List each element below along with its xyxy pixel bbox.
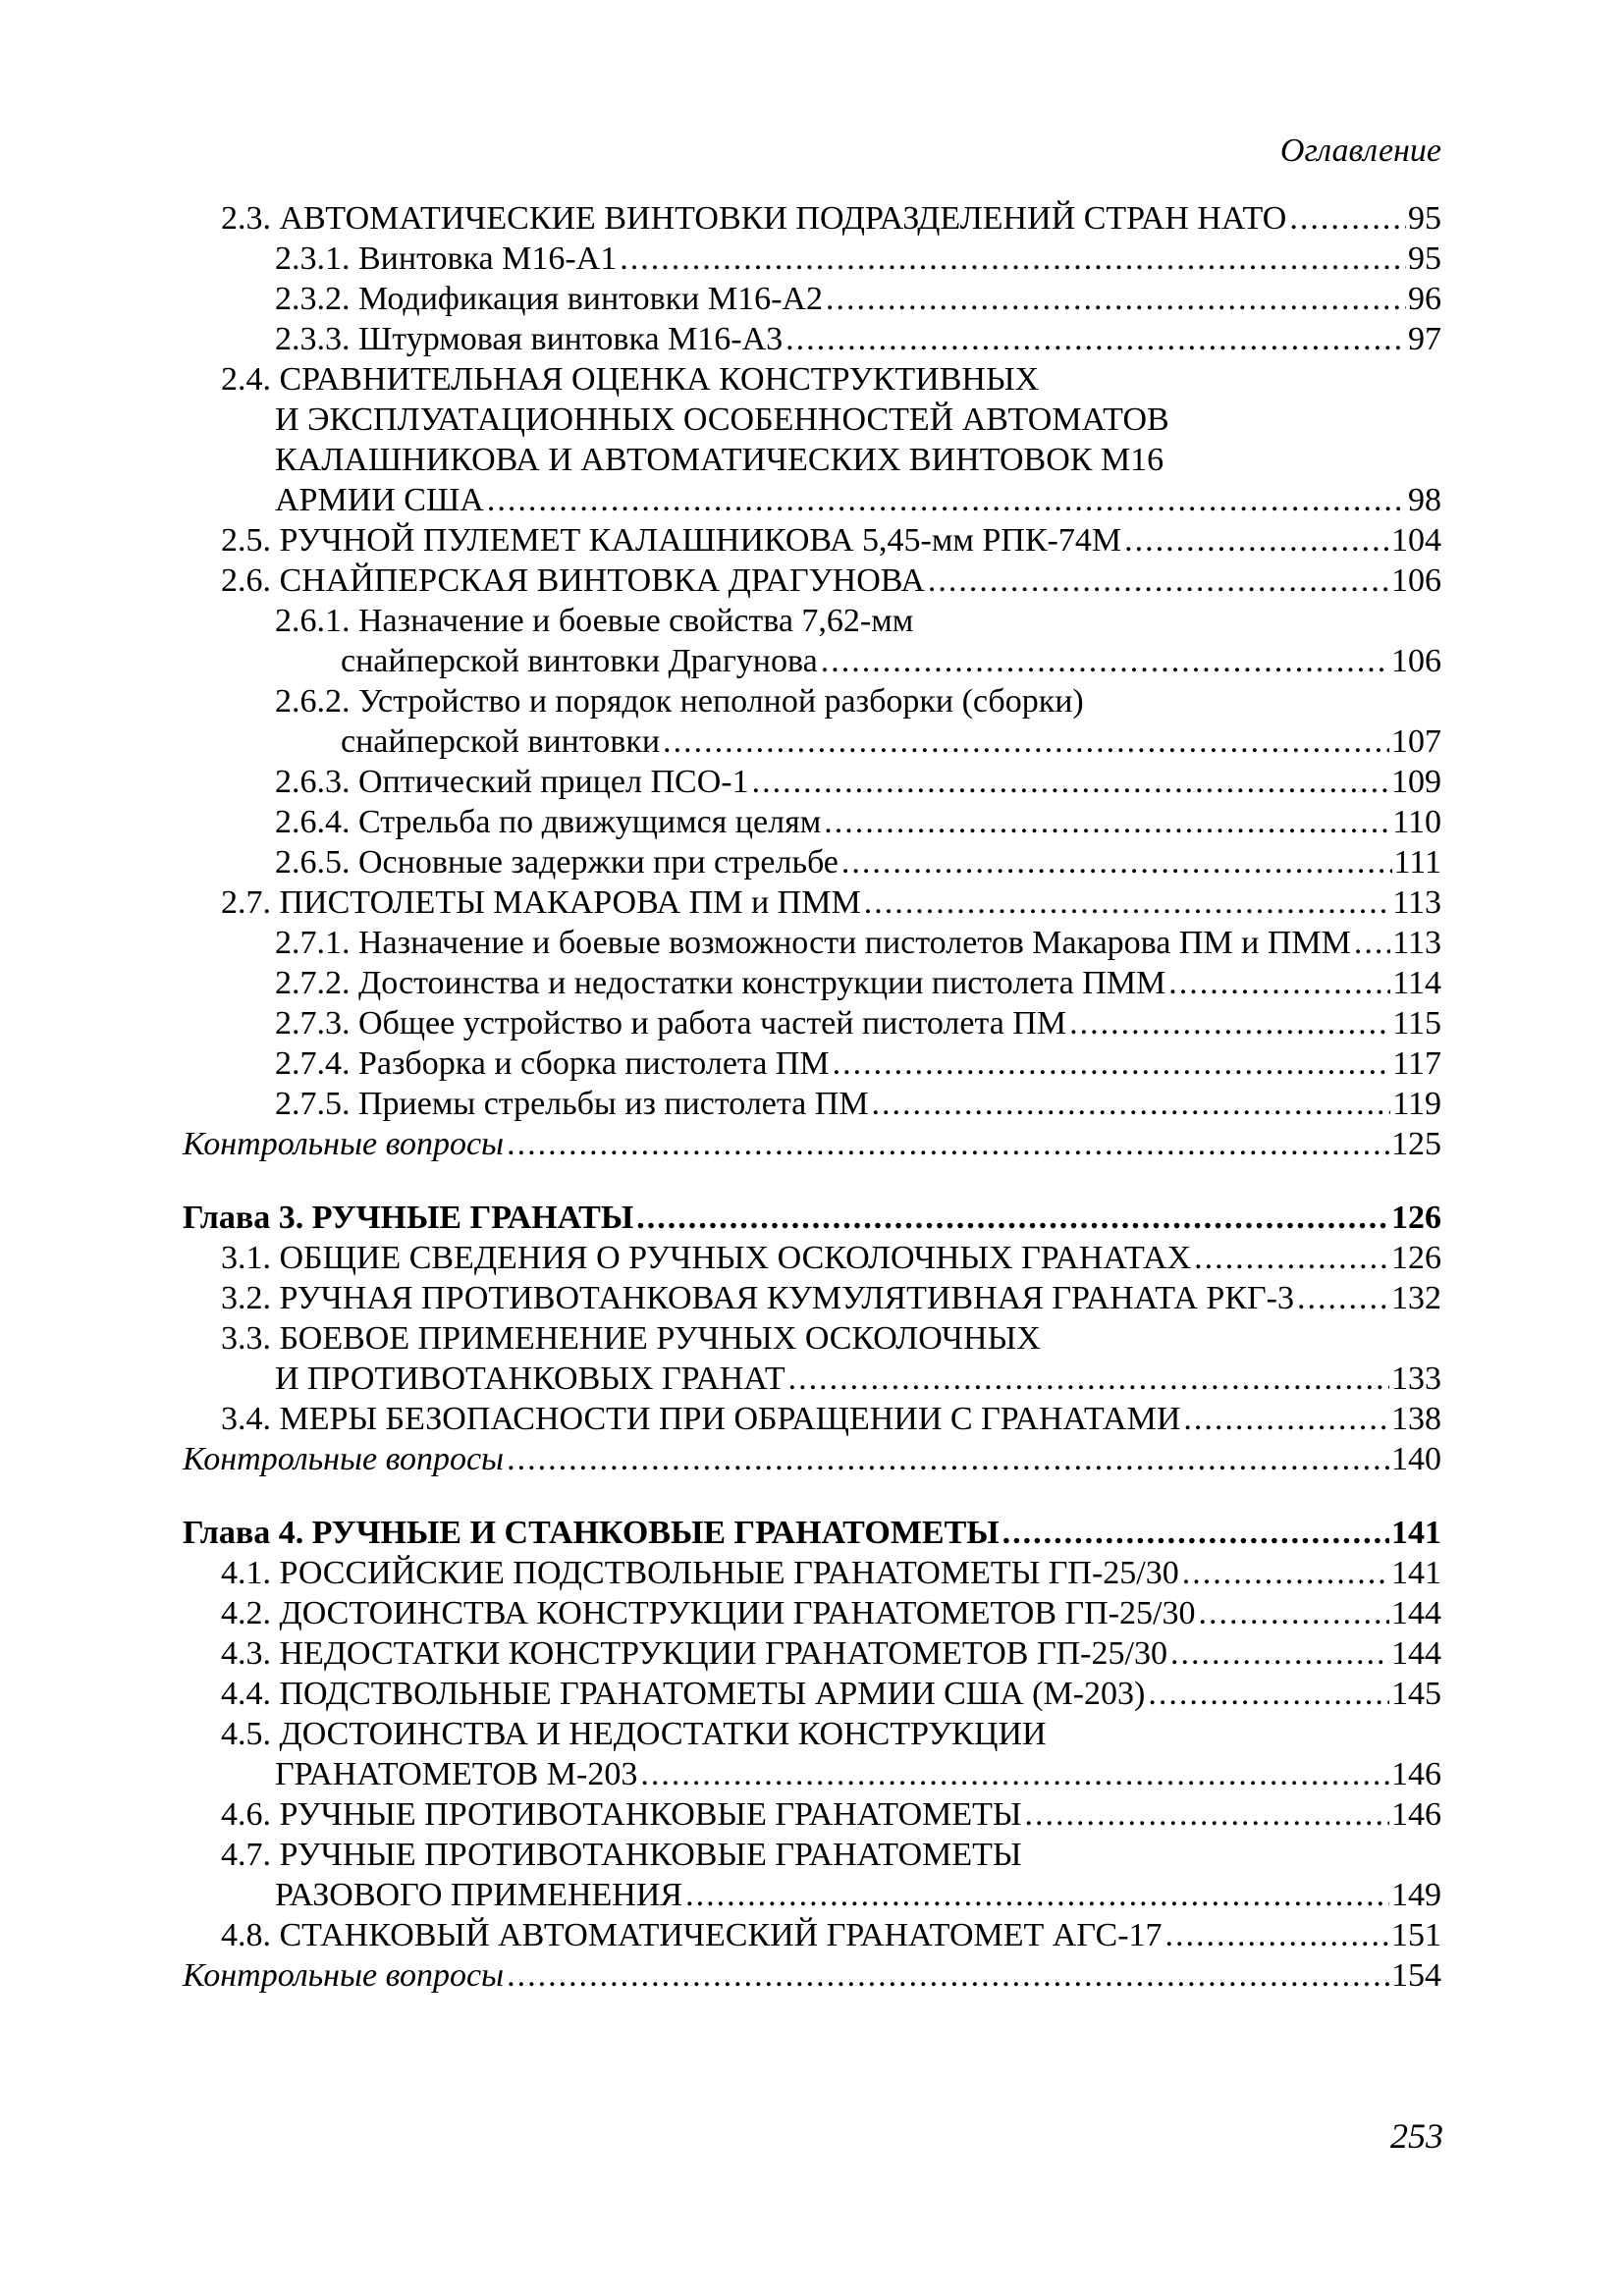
toc-entry-title: 4.6. РУЧНЫЕ ПРОТИВОТАНКОВЫЕ ГРАНАТОМЕТЫ xyxy=(221,1796,1022,1833)
dot-leader xyxy=(1002,1513,1389,1553)
toc-entry-title: 2.5. РУЧНОЙ ПУЛЕМЕТ КАЛАШНИКОВА 5,45-мм РПК-74М xyxy=(221,522,1122,559)
toc-entry-title: АРМИИ США xyxy=(275,482,484,518)
dot-leader xyxy=(507,1124,1389,1164)
toc-entry-title: снайперской винтовки Драгунова xyxy=(341,643,818,679)
dot-leader xyxy=(826,279,1406,319)
dot-leader xyxy=(1168,963,1390,1003)
toc-entry xyxy=(183,1754,1441,1794)
toc-entry xyxy=(183,1084,1441,1124)
toc-entry xyxy=(183,1553,1441,1593)
toc-entry-title: 4.4. ПОДСТВОЛЬНЫЕ ГРАНАТОМЕТЫ АРМИИ США (М-203) xyxy=(221,1676,1146,1712)
toc-entry xyxy=(183,1399,1441,1439)
toc-entry-page: 96 xyxy=(1408,281,1441,317)
toc-entry-title: 4.3. НЕДОСТАТКИ КОНСТРУКЦИИ ГРАНАТОМЕТОВ ГП-25/30 xyxy=(221,1635,1167,1672)
toc-entry-page: 111 xyxy=(1393,844,1441,881)
toc-entry xyxy=(183,1593,1441,1633)
dot-leader xyxy=(636,1198,1389,1238)
toc-entry-page: 141 xyxy=(1391,1555,1441,1591)
toc-entry-title: 2.6.5. Основные задержки при стрельбе xyxy=(275,844,839,881)
toc-entry-title: Контрольные вопросы xyxy=(183,1441,505,1477)
toc-entry xyxy=(183,1513,1441,1553)
toc-entry-page: 97 xyxy=(1408,321,1441,357)
dot-leader xyxy=(833,1043,1391,1084)
toc-entry-page: 132 xyxy=(1391,1280,1441,1316)
toc-entry-title: 4.5. ДОСТОИНСТВА И НЕДОСТАТКИ КОНСТРУКЦИИ xyxy=(221,1716,1047,1752)
toc-entry-page: 98 xyxy=(1408,482,1441,518)
toc-entry-page: 109 xyxy=(1391,764,1441,800)
toc-entry xyxy=(183,1124,1441,1164)
toc-entry xyxy=(183,1278,1441,1318)
toc-entry xyxy=(183,359,1441,400)
dot-leader xyxy=(1183,1399,1389,1439)
toc-entry-title: 2.7.3. Общее устройство и работа частей пистолета ПМ xyxy=(275,1005,1067,1041)
toc-entry-title: 2.3.3. Штурмовая винтовка М16-А3 xyxy=(275,321,784,357)
dot-leader xyxy=(928,561,1389,601)
toc-entry-title: 2.3.1. Винтовка М16-А1 xyxy=(275,240,618,277)
toc-entry-title: Глава 3. РУЧНЫЕ ГРАНАТЫ xyxy=(183,1200,634,1236)
toc-entry-page: 149 xyxy=(1391,1877,1441,1913)
dot-leader xyxy=(864,882,1391,923)
toc-entry-title: И ЭКСПЛУАТАЦИОННЫХ ОСОБЕННОСТЕЙ АВТОМАТОВ xyxy=(275,401,1169,438)
toc-entry-title: 3.4. МЕРЫ БЕЗОПАСНОСТИ ПРИ ОБРАЩЕНИИ С ГРАНАТАМИ xyxy=(221,1401,1181,1437)
toc-entry-title: 3.3. БОЕВОЕ ПРИМЕНЕНИЕ РУЧНЫХ ОСКОЛОЧНЫХ xyxy=(221,1320,1041,1357)
toc-entry xyxy=(183,1633,1441,1674)
toc-entry xyxy=(183,601,1441,641)
toc-entry-title: И ПРОТИВОТАНКОВЫХ ГРАНАТ xyxy=(275,1361,785,1397)
toc-entry-title: Контрольные вопросы xyxy=(183,1957,505,1994)
toc-entry-page: 104 xyxy=(1391,522,1441,559)
toc-entry-title: 4.1. РОССИЙСКИЕ ПОДСТВОЛЬНЫЕ ГРАНАТОМЕТЫ ГП-25/30 xyxy=(221,1555,1179,1591)
dot-leader xyxy=(685,1875,1389,1915)
toc-entry-title: 2.4. СРАВНИТЕЛЬНАЯ ОЦЕНКА КОНСТРУКТИВНЫХ xyxy=(221,361,1040,398)
toc-entry xyxy=(183,923,1441,963)
toc-entry-title: КАЛАШНИКОВА И АВТОМАТИЧЕСКИХ ВИНТОВОК М16 xyxy=(275,442,1164,478)
toc-entry-title: ГРАНАТОМЕТОВ М-203 xyxy=(275,1756,638,1792)
dot-leader xyxy=(620,239,1406,279)
toc-entry-title: 3.2. РУЧНАЯ ПРОТИВОТАНКОВАЯ КУМУЛЯТИВНАЯ ГРАНАТА РКГ-3 xyxy=(221,1280,1294,1316)
toc-entry xyxy=(183,1043,1441,1084)
toc-entry xyxy=(183,440,1441,480)
toc-entry-page: 95 xyxy=(1408,200,1441,237)
dot-leader xyxy=(507,1439,1389,1479)
dot-leader xyxy=(663,721,1389,762)
toc-entry-page: 151 xyxy=(1391,1917,1441,1953)
toc-entry-title: 4.2. ДОСТОИНСТВА КОНСТРУКЦИИ ГРАНАТОМЕТОВ ГП-25/30 xyxy=(221,1595,1196,1631)
toc-entry xyxy=(183,520,1441,561)
toc-entry-page: 106 xyxy=(1391,643,1441,679)
toc-entry-title: 3.1. ОБЩИЕ СВЕДЕНИЯ О РУЧНЫХ ОСКОЛОЧНЫХ ГРАНАТАХ xyxy=(221,1240,1192,1276)
toc-entry xyxy=(183,762,1441,802)
dot-leader xyxy=(872,1084,1391,1124)
toc-entry-page: 154 xyxy=(1391,1957,1441,1994)
toc-entry xyxy=(183,1359,1441,1399)
dot-leader xyxy=(1170,1633,1389,1674)
dot-leader xyxy=(487,480,1406,520)
toc-list xyxy=(183,198,1441,1996)
toc-entry xyxy=(183,1238,1441,1278)
toc-entry-page: 110 xyxy=(1392,804,1441,840)
toc-entry-title: 2.3. АВТОМАТИЧЕСКИЕ ВИНТОВКИ ПОДРАЗДЕЛЕНИЙ СТРАН НАТО xyxy=(221,200,1287,237)
toc-entry-title: 2.6.1. Назначение и боевые свойства 7,62-мм xyxy=(275,603,914,639)
toc-entry-page: 115 xyxy=(1392,1005,1441,1041)
toc-entry xyxy=(183,963,1441,1003)
toc-entry-title: 4.8. СТАНКОВЫЙ АВТОМАТИЧЕСКИЙ ГРАНАТОМЕТ АГС-17 xyxy=(221,1917,1163,1953)
dot-leader xyxy=(841,842,1392,882)
dot-leader xyxy=(1182,1553,1389,1593)
toc-entry xyxy=(183,279,1441,319)
toc-entry-title: снайперской винтовки xyxy=(341,723,661,760)
dot-leader xyxy=(1025,1794,1389,1835)
dot-leader xyxy=(1148,1674,1389,1714)
toc-entry xyxy=(183,1003,1441,1043)
toc-entry-page: 144 xyxy=(1391,1595,1441,1631)
toc-entry-title: РАЗОВОГО ПРИМЕНЕНИЯ xyxy=(275,1877,683,1913)
dot-leader xyxy=(821,641,1389,681)
dot-leader xyxy=(1289,198,1406,239)
toc-entry-page: 145 xyxy=(1391,1676,1441,1712)
toc-entry-page: 95 xyxy=(1408,240,1441,277)
toc-entry-title: 2.6.4. Стрельба по движущимся целям xyxy=(275,804,822,840)
running-header: Оглавление xyxy=(1279,133,1441,169)
dot-leader xyxy=(788,1359,1389,1399)
toc-entry-page: 119 xyxy=(1392,1086,1441,1122)
dot-leader xyxy=(824,802,1390,842)
toc-entry xyxy=(183,681,1441,721)
toc-entry-title: 2.6. СНАЙПЕРСКАЯ ВИНТОВКА ДРАГУНОВА xyxy=(221,562,925,599)
toc-entry xyxy=(183,1198,1441,1238)
toc-entry xyxy=(183,1674,1441,1714)
toc-entry xyxy=(183,1955,1441,1996)
toc-entry-page: 140 xyxy=(1391,1441,1441,1477)
toc-entry xyxy=(183,1439,1441,1479)
toc-entry-page: 126 xyxy=(1391,1240,1441,1276)
toc-entry xyxy=(183,721,1441,762)
toc-entry xyxy=(183,802,1441,842)
toc-entry-title: 2.6.2. Устройство и порядок неполной разборки (сборки) xyxy=(275,683,1084,720)
toc-entry-page: 146 xyxy=(1391,1796,1441,1833)
toc-entry-title: 2.7.1. Назначение и боевые возможности пистолетов Макарова ПМ и ПММ xyxy=(275,925,1351,961)
toc-entry-title: Глава 4. РУЧНЫЕ И СТАНКОВЫЕ ГРАНАТОМЕТЫ xyxy=(183,1515,1000,1551)
toc-entry xyxy=(183,1875,1441,1915)
toc-entry xyxy=(183,1318,1441,1359)
toc-entry xyxy=(183,198,1441,239)
toc-entry xyxy=(183,480,1441,520)
toc-entry-title: Контрольные вопросы xyxy=(183,1126,505,1162)
dot-leader xyxy=(752,762,1389,802)
toc-entry-title: 2.6.3. Оптический прицел ПСО-1 xyxy=(275,764,749,800)
toc-entry xyxy=(183,1714,1441,1754)
toc-entry-page: 114 xyxy=(1392,965,1441,1001)
dot-leader xyxy=(1199,1593,1389,1633)
toc-entry xyxy=(183,882,1441,923)
toc-entry-page: 126 xyxy=(1391,1200,1441,1236)
toc-entry xyxy=(183,239,1441,279)
dot-leader xyxy=(1124,520,1389,561)
toc-entry-page: 141 xyxy=(1391,1515,1441,1551)
toc-entry xyxy=(183,1835,1441,1875)
toc-entry xyxy=(183,641,1441,681)
toc-entry-title: 2.7.2. Достоинства и недостатки конструкции пистолета ПММ xyxy=(275,965,1166,1001)
toc-entry xyxy=(183,1794,1441,1835)
dot-leader xyxy=(1165,1915,1389,1955)
page-number: 253 xyxy=(1390,2116,1443,2156)
toc-entry-page: 144 xyxy=(1391,1635,1441,1672)
dot-leader xyxy=(1297,1278,1389,1318)
toc-entry xyxy=(183,561,1441,601)
dot-leader xyxy=(785,319,1406,359)
toc-entry xyxy=(183,400,1441,440)
toc-entry-page: 125 xyxy=(1391,1126,1441,1162)
dot-leader xyxy=(1194,1238,1389,1278)
toc-entry xyxy=(183,1915,1441,1955)
toc-entry-page: 113 xyxy=(1392,925,1441,961)
toc-entry-title: 2.7. ПИСТОЛЕТЫ МАКАРОВА ПМ и ПММ xyxy=(221,884,861,921)
toc-entry-title: 4.7. РУЧНЫЕ ПРОТИВОТАНКОВЫЕ ГРАНАТОМЕТЫ xyxy=(221,1837,1022,1873)
dot-leader xyxy=(507,1955,1389,1996)
toc-entry-page: 106 xyxy=(1391,562,1441,599)
dot-leader xyxy=(1069,1003,1390,1043)
toc-entry xyxy=(183,319,1441,359)
toc-entry-page: 113 xyxy=(1392,884,1441,921)
toc-entry xyxy=(183,842,1441,882)
dot-leader xyxy=(640,1754,1389,1794)
toc-entry-title: 2.7.4. Разборка и сборка пистолета ПМ xyxy=(275,1045,830,1082)
toc-entry-page: 117 xyxy=(1392,1045,1441,1082)
toc-entry-page: 138 xyxy=(1391,1401,1441,1437)
toc-entry-page: 133 xyxy=(1391,1361,1441,1397)
toc-entry-page: 107 xyxy=(1391,723,1441,760)
toc-entry-title: 2.3.2. Модификация винтовки М16-А2 xyxy=(275,281,823,317)
toc-entry-page: 146 xyxy=(1391,1756,1441,1792)
dot-leader xyxy=(1354,923,1390,963)
toc-entry-title: 2.7.5. Приемы стрельбы из пистолета ПМ xyxy=(275,1086,869,1122)
